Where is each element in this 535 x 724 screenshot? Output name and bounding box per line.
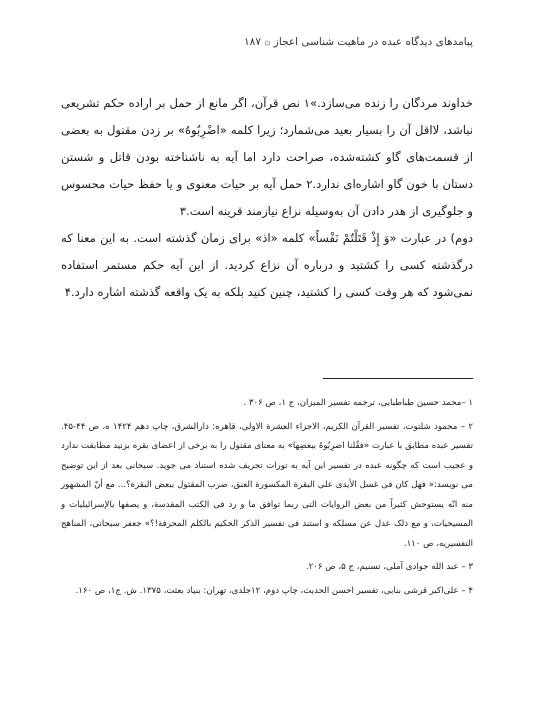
main-text — [61, 90, 473, 306]
paragraph: دوم) در عبارت «وَ إِذْ قَتَلْتُمْ نَفْساً» کلمه «اذ» برای زمان گذشته است. به این معنا که درگذشته کسی را کشتید و درباره آن نزاع کردید. از این آیه حکم مستمر استفاده نمی‌شود که هر وقت کسی را کشتید، چنین کنید بلکه به یک واقعه گذشته اشاره دارد.۴ — [61, 231, 473, 299]
running-header: پیامدهای دیدگاه عبده در ماهیت شناسی اعجاز ۞ ۱۸۷ — [244, 36, 473, 48]
footnote: ۳ – عبد الله جوادی آملی، تسنیم، ج ۵، ص ۲۰۶. — [305, 562, 473, 572]
footnote-divider — [323, 378, 473, 379]
footnote: ۱ –محمد حسین طباطبایی، ترجمه تفسیر المیزان، ج ۱، ص ۳۰۶ . — [243, 398, 473, 408]
footnote: ۴ – علی‌اکبر قرشی بنابی، تفسیر احسن الحدیث، چاپ دوم، ۱۲جلدی، تهران: بنیاد بعثت، ۱۳۷۵. ش. ج۱، ص ۱۶۰. — [75, 585, 473, 596]
paragraph: خداوند مردگان را زنده می‌سازد.»۱ نص قرآن، اگر مانع از حمل بر اراده حکم تشریعی نباشد، لااقل آن را بسیار بعید می‌شمارد؛ زیرا کلمه «اضْرِبُوهُ» بر زدن مقتول به بعضی از قسمت‌های گاو کشته‌شده، صراحت دارد اما آیه به ناشناخته بودن قاتل و شستن دستان با خون گاو اشاره‌ای ندارد.۲ حمل آیه بر حیات معنوی و یا حفظ حیات محسوس و جلوگیری از هدر دادن آن به‌وسیله نزاع نیازمند قرینه است.۳ — [61, 96, 473, 218]
footnote: ۲ – محمود شلتوت، تفسیر القرآن الکریم، الاجزاء العشرة الاولی، قاهره: دارالشرق، چاپ دهم ۱۴۲۴ ه، ص ۴۴-۴۵. تفسیر عبده مطابق با عبارت «فقُلنا اضرِبُوهُ ببعضِها» به معنای مقتول را به برخی از اعضای بقره بزنید مطابقت ندارد و عجیب است که چگونه عبده در تفسیر این آیه به تورات تحریف شده استناد می جوید. سبحانی بعد از این توضیح می نویسد:« فهل کان فی غسل الأیدی علی البقرة المکسورة العنق، ضرب المقتول ببعض البقرة؟... مع أنّ المشهور منه انّه یستوحش کثیراً من بعض الروایات التی ربما توافق ما و رد فی الکتب المقدسة، و یصفها بالإسرائیلیات و المسیحیات، و مع ذلک عدل عن مسلکه و استند فی تفسیر الذکر الحکیم بالکلم المحرفة!؟» جعفر سبحانی، المناهج التفسیریه، ص ۱۱۰. — [61, 421, 473, 549]
footnotes — [61, 394, 473, 605]
